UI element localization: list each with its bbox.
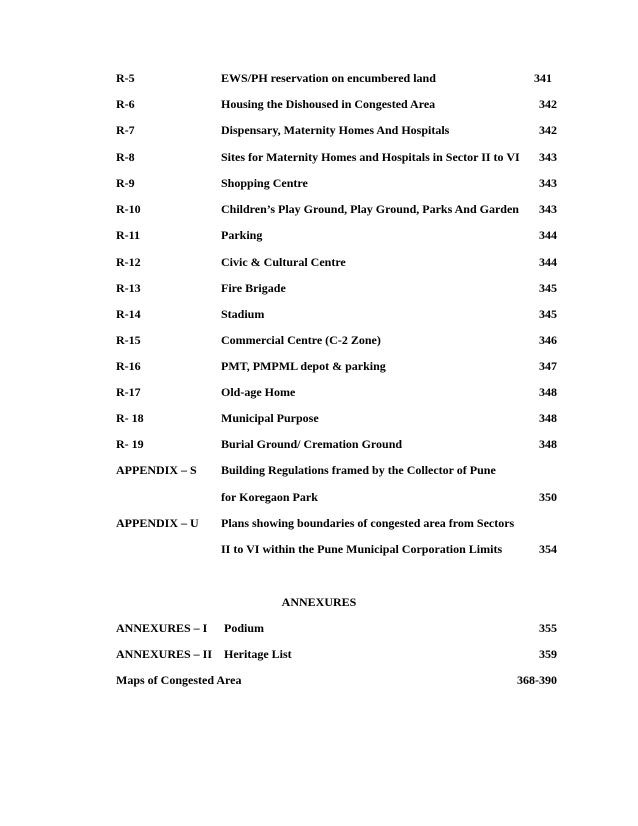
toc-page-number: 348 [539,385,557,399]
toc-page-number: 345 [539,307,557,321]
appendix-page-number: 350 [539,490,557,504]
toc-page-number: 343 [539,176,557,190]
toc-code: R-16 [116,359,141,373]
appendix-title-line1: Building Regulations framed by the Collector of Pune [221,463,496,477]
toc-title: Old-age Home [221,385,296,399]
toc-page-number: 342 [539,97,557,111]
toc-code: R-6 [116,97,135,111]
maps-row [0,672,638,688]
annexure-title: Heritage List [224,647,292,661]
toc-page-number: 347 [539,359,557,373]
annexure-row [0,620,638,636]
toc-row [0,410,638,426]
toc-code: R-7 [116,123,135,137]
toc-code: R-15 [116,333,141,347]
toc-code: R-12 [116,255,141,269]
toc-code: R-9 [116,176,135,190]
toc-row [0,306,638,322]
toc-page-number: 341 [534,71,552,85]
maps-page-range: 368-390 [517,673,557,687]
annexures-heading: ANNEXURES [281,595,357,609]
annexure-page-number: 355 [539,621,557,635]
toc-code: R- 19 [116,437,144,451]
toc-title: Sites for Maternity Homes and Hospitals in Sector II to VI [221,150,520,164]
appendix-title-line1: Plans showing boundaries of congested area from Sectors [221,516,515,530]
toc-row [0,280,638,296]
toc-row [0,384,638,400]
toc-row [0,175,638,191]
appendix-page-number: 354 [539,542,557,556]
toc-code: R-13 [116,281,141,295]
appendix-row [0,462,638,478]
appendix-row [0,515,638,531]
toc-page-number: 343 [539,150,557,164]
toc-title: Children’s Play Ground, Play Ground, Parks And Garden [221,202,519,216]
toc-row [0,227,638,243]
toc-title: Municipal Purpose [221,411,319,425]
toc-page-number: 348 [539,437,557,451]
toc-title: PMT, PMPML depot & parking [221,359,386,373]
toc-code: R-11 [116,228,140,242]
annexure-code: ANNEXURES – I [116,621,208,635]
toc-row [0,332,638,348]
appendix-row-continued [0,489,638,505]
toc-title: Stadium [221,307,265,321]
toc-row [0,358,638,374]
toc-page-number: 344 [539,228,557,242]
toc-page-number: 343 [539,202,557,216]
annexure-code: ANNEXURES – II [116,647,213,661]
appendix-title-line2: II to VI within the Pune Municipal Corporation Limits [221,542,503,556]
toc-page-number: 342 [539,123,557,137]
toc-page-number: 346 [539,333,557,347]
maps-label: Maps of Congested Area [116,673,242,687]
annexure-page-number: 359 [539,647,557,661]
annexure-title: Podium [224,621,265,635]
toc-code: R-5 [116,71,135,85]
appendix-title-line2: for Koregaon Park [221,490,318,504]
toc-title: Dispensary, Maternity Homes And Hospitals [221,123,450,137]
toc-page-number: 345 [539,281,557,295]
toc-title: Burial Ground/ Cremation Ground [221,437,403,451]
toc-title: EWS/PH reservation on encumbered land [221,71,436,85]
toc-page-number: 348 [539,411,557,425]
toc-row [0,149,638,165]
toc-title: Housing the Dishoused in Congested Area [221,97,436,111]
toc-code: R-14 [116,307,141,321]
annexure-row [0,646,638,662]
toc-code: R-17 [116,385,141,399]
appendix-code: APPENDIX – S [116,463,197,477]
toc-code: R-8 [116,150,135,164]
toc-title: Parking [221,228,263,242]
toc-title: Fire Brigade [221,281,286,295]
appendix-code: APPENDIX – U [116,516,199,530]
appendix-row-continued [0,541,638,557]
toc-row [0,436,638,452]
toc-row [0,201,638,217]
toc-row [0,70,638,86]
toc-code: R- 18 [116,411,144,425]
toc-row [0,96,638,112]
toc-title: Commercial Centre (C-2 Zone) [221,333,381,347]
toc-code: R-10 [116,202,141,216]
toc-row [0,254,638,270]
toc-title: Shopping Centre [221,176,308,190]
toc-title: Civic & Cultural Centre [221,255,346,269]
toc-page-number: 344 [539,255,557,269]
toc-row [0,122,638,138]
